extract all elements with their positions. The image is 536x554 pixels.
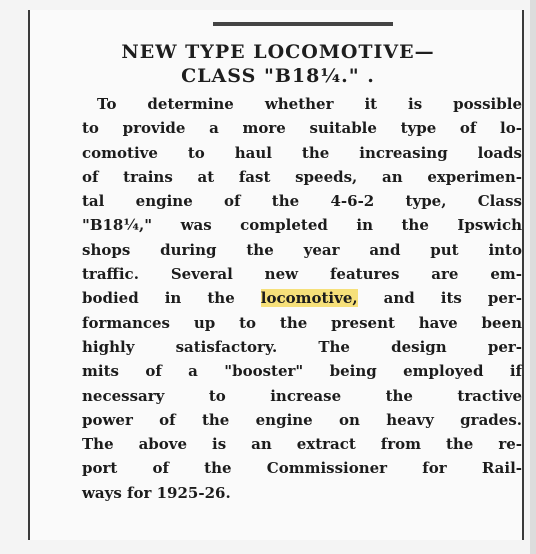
line-text: comotive to haul the increasing loads xyxy=(82,143,522,162)
headline-line-1: NEW TYPE LOCOMOTIVE— xyxy=(121,41,435,63)
top-rule xyxy=(213,22,393,26)
article-line xyxy=(82,359,522,383)
scan-edge xyxy=(530,0,536,554)
article-line xyxy=(82,335,522,359)
article-line xyxy=(82,189,522,213)
search-highlight: locomotive, xyxy=(260,289,358,308)
article-line xyxy=(82,92,522,116)
article-body xyxy=(82,92,522,505)
line-text: formances up to the present have been xyxy=(82,313,522,332)
line-text: highly satisfactory. The design per- xyxy=(82,337,522,356)
line-text: "B18¼," was completed in the Ipswich xyxy=(82,216,522,235)
line-text: of trains at fast speeds, an experimen- xyxy=(82,167,522,186)
article-line xyxy=(82,238,522,262)
article-line xyxy=(82,432,522,456)
line-text: necessary to increase the tractive xyxy=(82,386,522,405)
article-line xyxy=(82,141,522,165)
line-text: The above is an extract from the re- xyxy=(82,435,522,454)
line-text: mits of a "booster" being employed if xyxy=(82,362,522,381)
article-line xyxy=(82,165,522,189)
article-line xyxy=(82,456,522,480)
line-text: ways for 1925-26. xyxy=(82,483,231,502)
line-text: bodied in the xyxy=(82,289,261,308)
article-line xyxy=(82,311,522,335)
line-text: To determine whether it is possible xyxy=(97,95,522,113)
article-headline xyxy=(30,40,526,88)
article-line xyxy=(82,213,522,237)
line-text: port of the Commissioner for Rail- xyxy=(82,459,522,478)
article-line xyxy=(82,262,522,286)
line-text: tal engine of the 4-6-2 type, Class xyxy=(82,192,522,211)
headline-line-2: CLASS "B18¼." . xyxy=(181,65,375,87)
line-text: and its per- xyxy=(357,289,522,308)
line-text: to provide a more suitable type of lo- xyxy=(82,119,522,138)
article-line xyxy=(82,481,522,505)
line-text: traffic. Several new features are em- xyxy=(82,265,522,284)
article-line xyxy=(82,384,522,408)
line-text: shops during the year and put into xyxy=(82,240,522,259)
article-line xyxy=(82,286,522,310)
article-line xyxy=(82,408,522,432)
line-text: power of the engine on heavy grades. xyxy=(82,410,522,429)
article-line xyxy=(82,116,522,140)
